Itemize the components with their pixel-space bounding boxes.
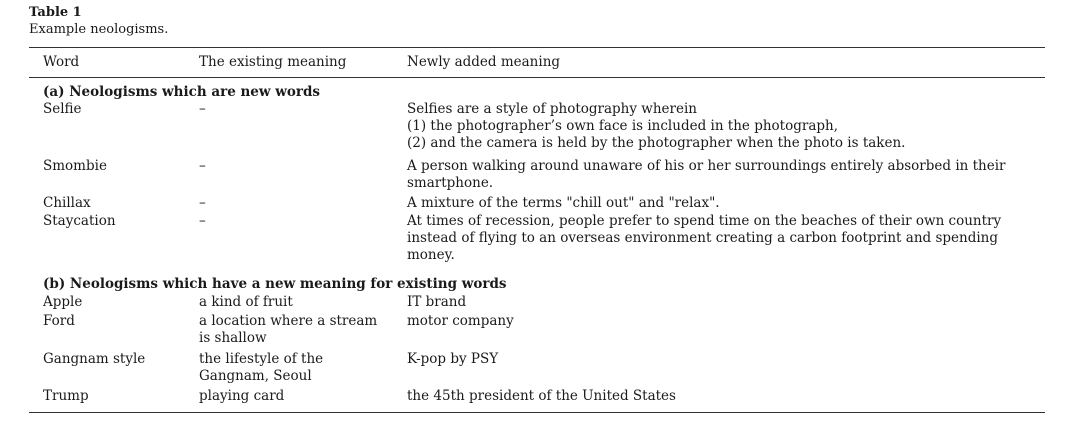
cell-line: Selfies are a style of photography wherein [407,101,697,117]
cell-word: Selfie [43,101,82,117]
cell-word: Trump [43,388,89,404]
top-rule [29,47,1045,48]
cell-existing-meaning [199,313,377,347]
cell-line: a location where a stream [199,313,378,329]
section-b-title: (b) Neologisms which have a new meaning for existing words [43,276,507,292]
cell-line: Gangnam, Seoul [199,367,312,384]
cell-existing-meaning [199,294,293,311]
cell-new-meaning: the 45th president of the United States [407,388,676,404]
cell-line: instead of flying to an overseas environment creating a carbon footprint and spending [407,229,999,246]
cell-word: Chillax [43,195,91,211]
table-title: Table 1 [29,5,82,20]
cell-existing-meaning: – [199,213,206,229]
cell-line: is shallow [199,329,267,346]
section-a-title: (a) Neologisms which are new words [43,84,320,100]
cell-existing-meaning [199,351,323,385]
table-caption [29,4,168,38]
table-subtitle: Example neologisms. [29,22,169,37]
cell-line: playing card [199,388,285,404]
cell-new-meaning [407,158,1006,192]
cell-existing-meaning: – [199,195,206,211]
cell-existing-meaning: – [199,158,206,174]
cell-new-meaning [407,195,720,212]
cell-word: Ford [43,313,75,329]
cell-line: the lifestyle of the [199,351,324,367]
cell-new-meaning: motor company [407,313,514,329]
cell-new-meaning: K-pop by PSY [407,351,499,367]
cell-new-meaning [407,213,1001,263]
cell-line: A mixture of the terms "chill out" and "relax". [407,195,720,211]
cell-existing-meaning: – [199,101,206,117]
cell-word: Apple [43,294,83,310]
cell-line: A person walking around unaware of his or her surroundings entirely absorbed in their [407,158,1006,174]
header-rule [29,77,1045,78]
cell-word: Staycation [43,213,116,229]
header-new-meaning: Newly added meaning [407,54,561,70]
table-header-row [0,54,1080,72]
cell-line: At times of recession, people prefer to spend time on the beaches of their own country [407,213,1002,229]
bottom-rule [29,412,1045,413]
header-existing-meaning: The existing meaning [199,54,347,70]
cell-line: smartphone. [407,174,494,191]
cell-new-meaning: IT brand [407,294,467,310]
cell-line: money. [407,246,455,263]
cell-line: a kind of fruit [199,294,293,310]
cell-line: (2) and the camera is held by the photographer when the photo is taken. [407,134,906,151]
cell-word: Smombie [43,158,107,174]
cell-new-meaning [407,101,905,151]
cell-line: (1) the photographer’s own face is included in the photograph, [407,117,838,134]
cell-existing-meaning [199,388,284,405]
header-word: Word [43,54,80,70]
cell-word: Gangnam style [43,351,146,367]
